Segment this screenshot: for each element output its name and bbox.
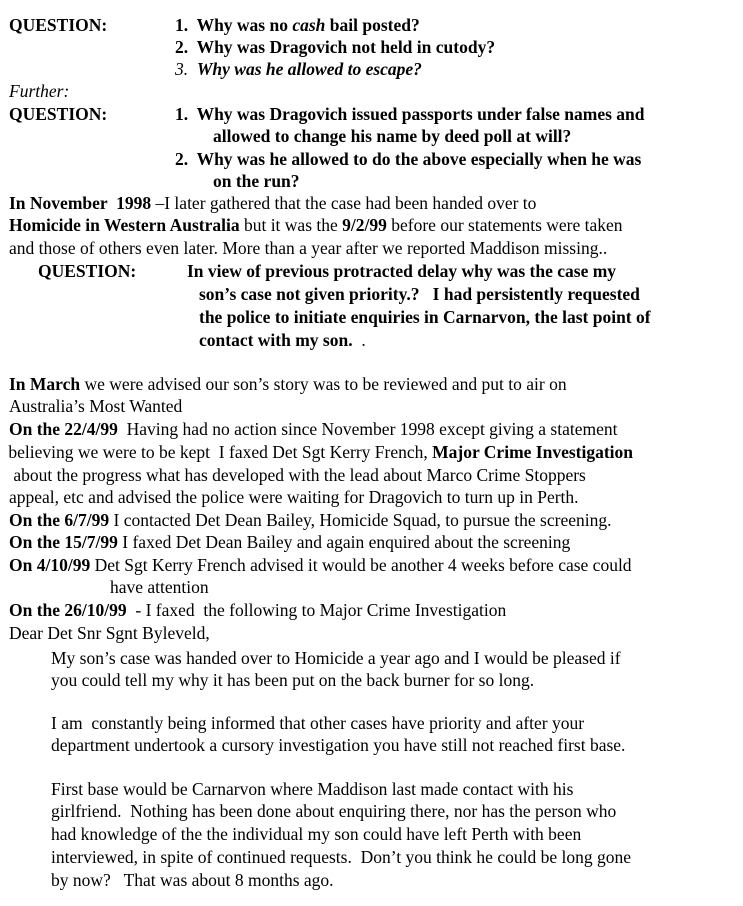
item-number: 3.	[175, 59, 189, 79]
question-2-item-1-cont: allowed to change his name by deed poll at will?	[213, 126, 572, 146]
question-3-line-2: son’s case not given priority.? I had persistently requested	[199, 284, 640, 304]
text: I faxed Det Dean Bailey and again enquired about the screening	[117, 532, 571, 552]
text: .	[352, 330, 366, 350]
entry-6-7-99	[9, 509, 611, 531]
text-bold: contact with my son.	[199, 330, 353, 350]
text: but it was the	[239, 215, 343, 235]
november-1998-line-1	[9, 192, 536, 214]
emphasis-cash: cash	[292, 15, 326, 35]
entry-22-4-99-line-2	[4, 441, 633, 463]
text-bold: Major Crime Investigation	[432, 442, 634, 462]
text: Det Sgt Kerry French advised it would be another 4 weeks before case could	[90, 555, 632, 575]
item-number: 2.	[175, 149, 189, 169]
text: I contacted Det Dean Bailey, Homicide Squad, to pursue the screening.	[109, 510, 612, 530]
letter-p1-line-1: My son’s case was handed over to Homicide a year ago and I would be pleased if	[51, 648, 621, 668]
question-2-item-2-cont: on the run?	[213, 171, 300, 191]
question-3-line-4	[199, 329, 366, 351]
question-2-item-1	[175, 103, 645, 125]
question-3-line-3: the police to initiate enquiries in Carnarvon, the last point of	[199, 307, 651, 327]
march-line-2: Australia’s Most Wanted	[9, 396, 183, 416]
date-lead: In November 1998	[9, 193, 152, 213]
question-3-line-1: In view of previous protracted delay why was the case my	[187, 261, 617, 281]
item-number: 2.	[175, 37, 189, 57]
question-2-item-2	[175, 148, 641, 170]
date-lead: On the 6/7/99	[9, 510, 110, 530]
text: Having had no action since November 1998 except giving a statement	[117, 419, 618, 439]
further-label: Further:	[9, 81, 70, 101]
text: –I later gathered that the case had been handed over to	[151, 193, 537, 213]
date-lead: On the 26/10/99	[9, 600, 127, 620]
item-text: Why was Dragovich issued passports under false names and	[196, 104, 645, 124]
text: believing we were to be kept I faxed Det Sgt Kerry French,	[4, 442, 433, 462]
entry-22-4-99-line-3: about the progress what has developed with the lead about Marco Crime Stoppers	[9, 465, 586, 485]
item-text: Why was no	[196, 15, 293, 35]
date-bold: 9/2/99	[342, 215, 387, 235]
question-1-item-1	[175, 14, 420, 36]
letter-salutation: Dear Det Snr Sgnt Byleveld,	[9, 623, 210, 643]
date-lead: On 4/10/99	[9, 555, 91, 575]
letter-p3-line-4: interviewed, in spite of continued requests. Don’t you think he could be long gone	[51, 847, 631, 867]
text-bold: Homicide in Western Australia	[9, 215, 240, 235]
letter-p2-line-1: I am constantly being informed that other cases have priority and after your	[51, 713, 585, 733]
question-label: QUESTION:	[9, 15, 108, 35]
entry-26-10-99	[9, 599, 506, 621]
letter-p2-line-2: department undertook a cursory investigation you have still not reached first base.	[51, 735, 626, 755]
item-text: Why was he allowed to do the above especially when he was	[196, 149, 642, 169]
date-lead: In March	[9, 374, 81, 394]
letter-p3-line-2: girlfriend. Nothing has been done about enquiring there, nor has the person who	[51, 801, 617, 821]
text: before our statements were taken	[386, 215, 623, 235]
item-number: 1.	[175, 15, 189, 35]
question-1-item-3	[175, 58, 422, 80]
november-1998-line-2	[9, 214, 623, 236]
question-1-item-2	[175, 36, 495, 58]
letter-p1-line-2: you could tell my why it has been put on the back burner for so long.	[51, 670, 535, 690]
entry-4-10-99-line-1	[9, 554, 632, 576]
entry-22-4-99-line-4: appeal, etc and advised the police were waiting for Dragovich to turn up in Perth.	[9, 487, 579, 507]
question-label: QUESTION:	[9, 104, 108, 124]
date-lead: On the 15/7/99	[9, 532, 118, 552]
entry-22-4-99-line-1	[9, 418, 618, 440]
item-number: 1.	[175, 104, 189, 124]
item-text: Why was Dragovich not held in cutody?	[196, 37, 496, 57]
item-text: Why was he allowed to escape?	[196, 59, 422, 79]
letter-p3-line-3: had knowledge of the the individual my son could have left Perth with been	[51, 824, 582, 844]
entry-15-7-99	[9, 531, 570, 553]
item-text: bail posted?	[325, 15, 420, 35]
march-line-1	[9, 373, 567, 395]
letter-p3-line-5: by now? That was about 8 months ago.	[51, 870, 334, 890]
entry-4-10-99-line-2: have attention	[110, 577, 209, 597]
text: - I faxed the following to Major Crime Investigation	[126, 600, 507, 620]
letter-p3-line-1: First base would be Carnarvon where Maddison last made contact with his	[51, 779, 574, 799]
date-lead: On the 22/4/99	[9, 419, 118, 439]
november-1998-line-3: and those of others even later. More than a year after we reported Maddison missing..	[9, 238, 608, 258]
question-label: QUESTION:	[38, 261, 137, 281]
text: we were advised our son’s story was to be reviewed and put to air on	[80, 374, 567, 394]
